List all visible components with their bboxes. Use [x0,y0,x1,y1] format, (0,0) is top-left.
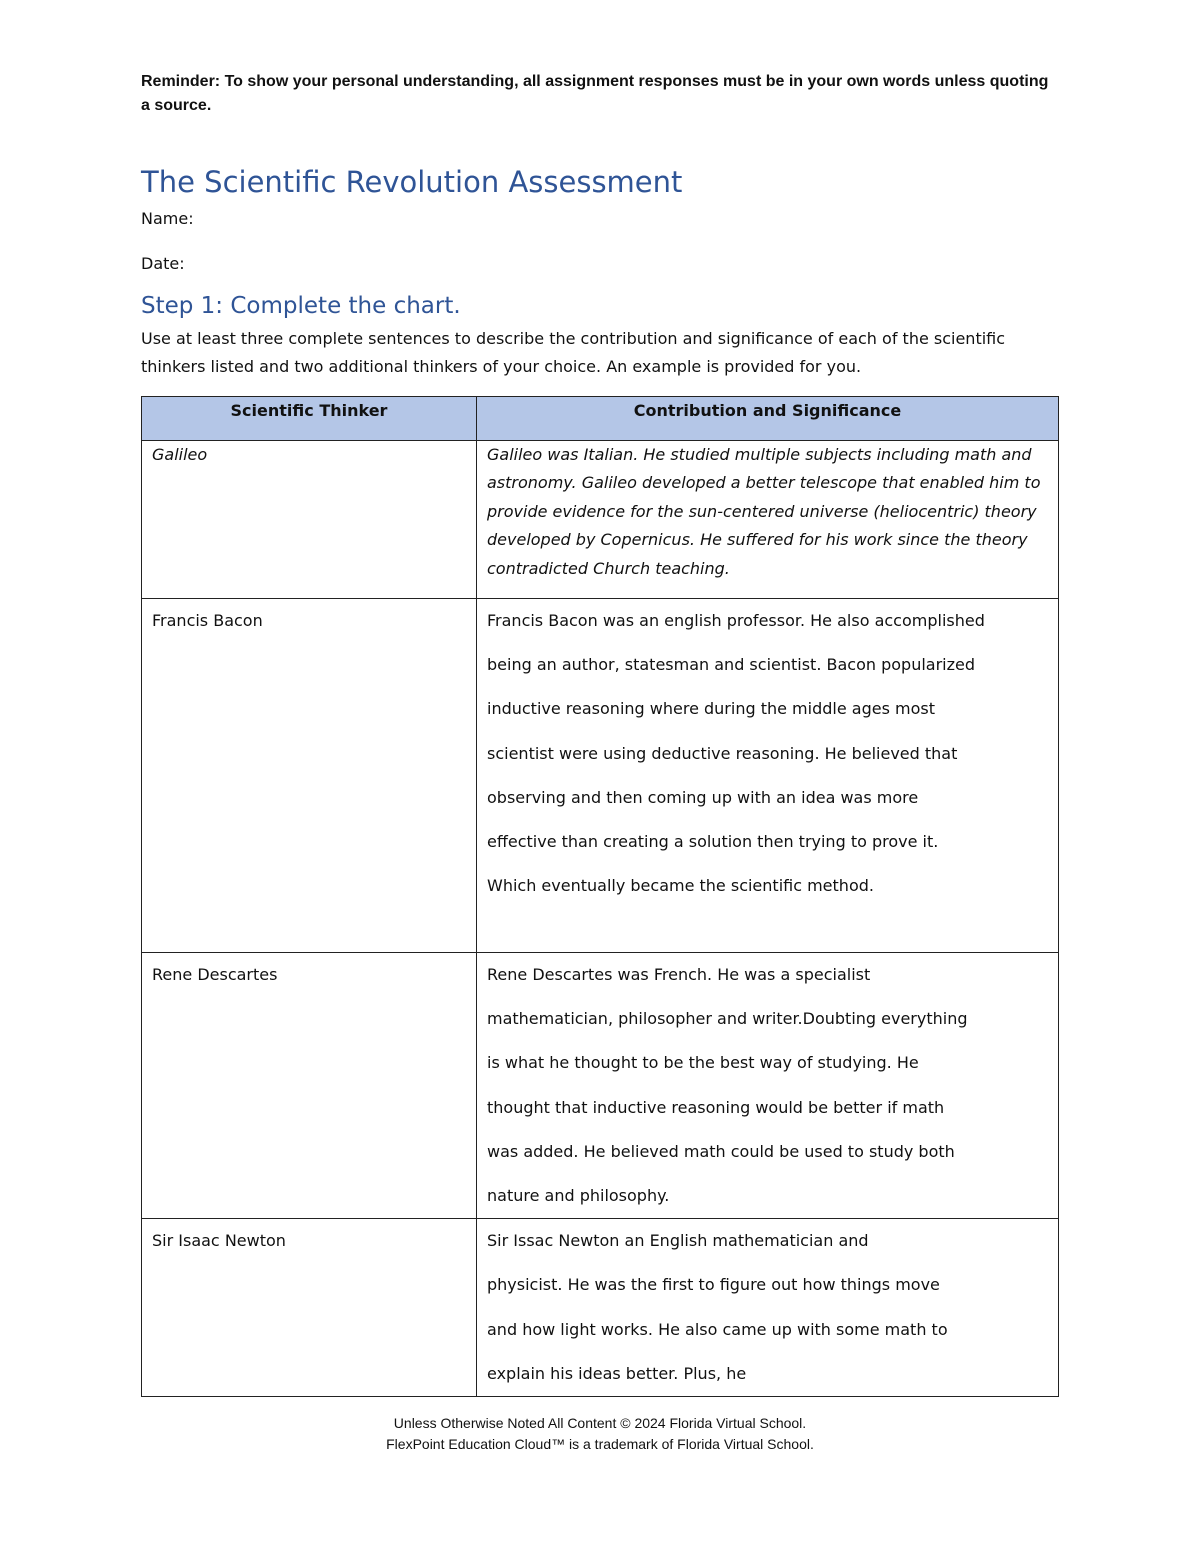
contribution-cell: Rene Descartes was French. He was a specialist mathematician, philosopher and writer.Doubting everything is what he thought to be the best way of studying. He thought that inductive reasoning would be better if math was added. He believed math could be used to study both nature and philosophy. [477,953,1059,1219]
thinker-cell: Sir Isaac Newton [142,1219,477,1397]
table-row-isaac-newton [142,1219,1059,1397]
page-title: The Scientific Revolution Assessment [141,165,683,199]
thinkers-chart [141,396,1059,1397]
contribution-cell: Sir Issac Newton an English mathematician and physicist. He was the first to figure out how things move and how light works. He also came up with some math to explain his ideas better. Plus, he [477,1219,1059,1397]
table-row-rene-descartes [142,953,1059,1219]
table-row-francis-bacon [142,599,1059,953]
table-row-galileo [142,441,1059,599]
step1-heading: Step 1: Complete the chart. [141,293,461,319]
page-footer [0,1413,1200,1455]
header-contribution-significance: Contribution and Significance [477,397,1059,441]
footer-trademark: FlexPoint Education Cloud™ is a trademark of Florida Virtual School. [386,1436,814,1452]
name-field-label: Name: [141,209,194,228]
thinker-cell: Francis Bacon [142,599,477,953]
reminder-note [141,70,1061,118]
step1-instructions: Use at least three complete sentences to describe the contribution and significance of each of the scientific thinkers listed and two additional thinkers of your choice. An example is provided for you. [141,329,1006,376]
date-field-label: Date: [141,254,185,273]
reminder-label: Reminder: [141,73,221,90]
footer-copyright: Unless Otherwise Noted All Content © 2024 Florida Virtual School. [393,1415,807,1431]
chart-header-row [142,397,1059,441]
contribution-cell: Galileo was Italian. He studied multiple subjects including math and astronomy. Galileo developed a better telescope that enabled him to provide evidence for the sun-centered universe (heliocentric) theory developed by Copernicus. He suffered for his work since the theory contradicted Church teaching. [477,441,1059,599]
thinker-cell: Galileo [142,441,477,599]
reminder-text: To show your personal understanding, all assignment responses must be in your own words unless quoting a source. [141,73,1049,114]
thinker-cell: Rene Descartes [142,953,477,1219]
header-scientific-thinker: Scientific Thinker [142,397,477,441]
contribution-cell: Francis Bacon was an english professor. He also accomplished being an author, statesman and scientist. Bacon popularized inductive reasoning where during the middle ages most scientist were using deductive reasoning. He believed that observing and then coming up with an idea was more effective than creating a solution then trying to prove it. Which eventually became the scientific method. [477,599,1059,953]
